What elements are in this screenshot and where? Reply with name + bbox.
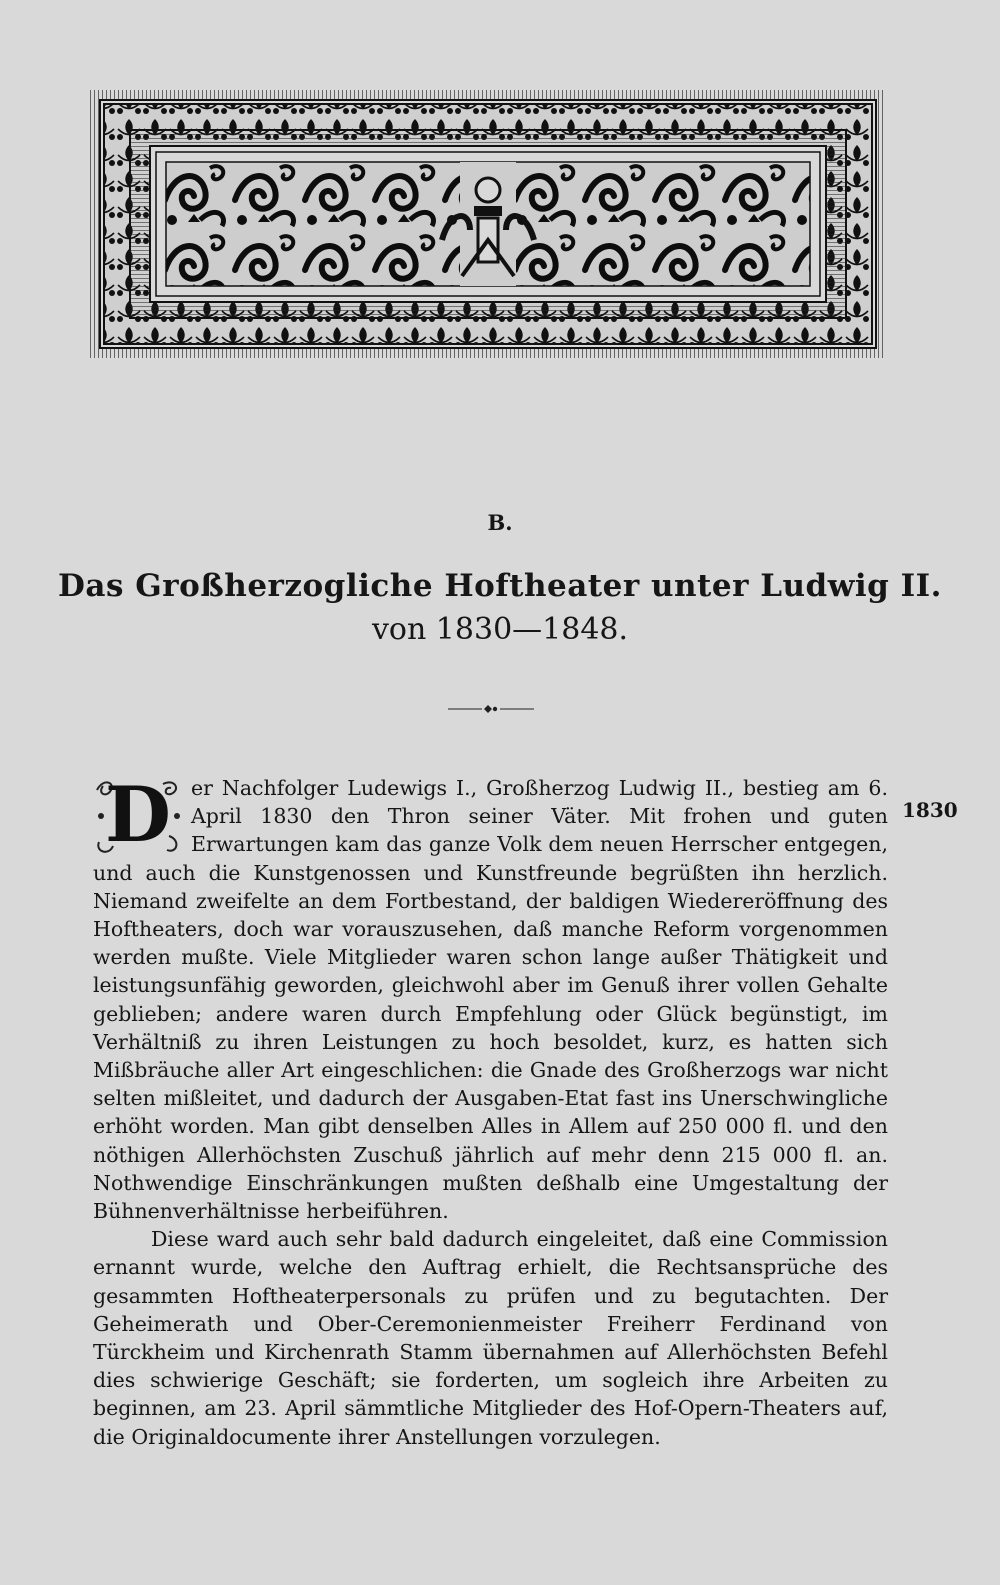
paragraph-text: er Nachfolger Ludewigs I., Großherzog Ludwig II., bestieg am 6. April 1830 den Thron seiner Väter. Mit frohen und guten Erwartungen kam das ganze Volk dem neuen Herrscher entgegen, und auch die Kunstgenossen und Kunstfreunde begrüßten ihn herzlich. Niemand zweifelte an dem Fortbestand, der baldigen Wiedereröffnung des Hoftheaters, doch war vorauszusehen, daß manche Reform vorgenommen werden mußte. Viele Mitglieder waren schon lange außer Thätigkeit und leistungsunfähig geworden, gleichwohl aber im Genuß ihrer vollen Gehalte geblieben; andere waren durch Empfehlung oder Glück begünstigt, im Verhältniß zu ihren Leistungen zu hoch besoldet, kurz, es hatten sich Mißbräuche aller Art eingeschlichen: die Gnade des Großherzogs war nicht selten mißleitet, und dadurch der Ausgaben-Etat fast ins Unerschwingliche erhöht worden. Man gibt denselben Alles in Allem auf 250 000 fl. und den nöthigen Allerhöchsten Zuschuß jährlich auf mehr denn 215 000 fl. an. Nothwendige Einschränkungen mußten deßhalb eine Umgestaltung der Bühnenverhältnisse herbeiführen.: [93, 776, 888, 1224]
paragraph: [93, 1225, 888, 1451]
paragraph-text: Diese ward auch sehr bald dadurch eingeleitet, daß eine Commission ernannt wurde, welche den Auftrag erhielt, die Rechtsansprüche des gesammten Hoftheaterpersonals zu prüfen und zu begutachten. Der Geheimerath und Ober-Ceremonienmeister Freiherr Ferdinand von Türckheim und Kirchenrath Stamm übernahmen auf Allerhöchsten Befehl dies schwierige Geschäft; sie forderten, um sogleich ihre Arbeiten zu beginnen, am 23. April sämmtliche Mitglieder des Hof-Opern-Theaters auf, die Originaldocumente ihrer Anstellungen vorzulegen.: [93, 1227, 888, 1449]
body-text: [93, 770, 888, 1451]
ornamental-header-banner: [90, 90, 886, 358]
chapter-title: Das Großherzogliche Hoftheater unter Ludwig II.: [58, 568, 942, 604]
paragraph: [93, 770, 888, 1225]
ornamental-divider: [448, 702, 534, 716]
decorated-initial: [93, 770, 183, 859]
section-letter: B.: [487, 510, 513, 535]
margin-year-note: 1830: [902, 798, 958, 822]
drop-cap-letter: D: [105, 770, 171, 859]
chapter-subtitle: von 1830—1848.: [371, 612, 629, 647]
